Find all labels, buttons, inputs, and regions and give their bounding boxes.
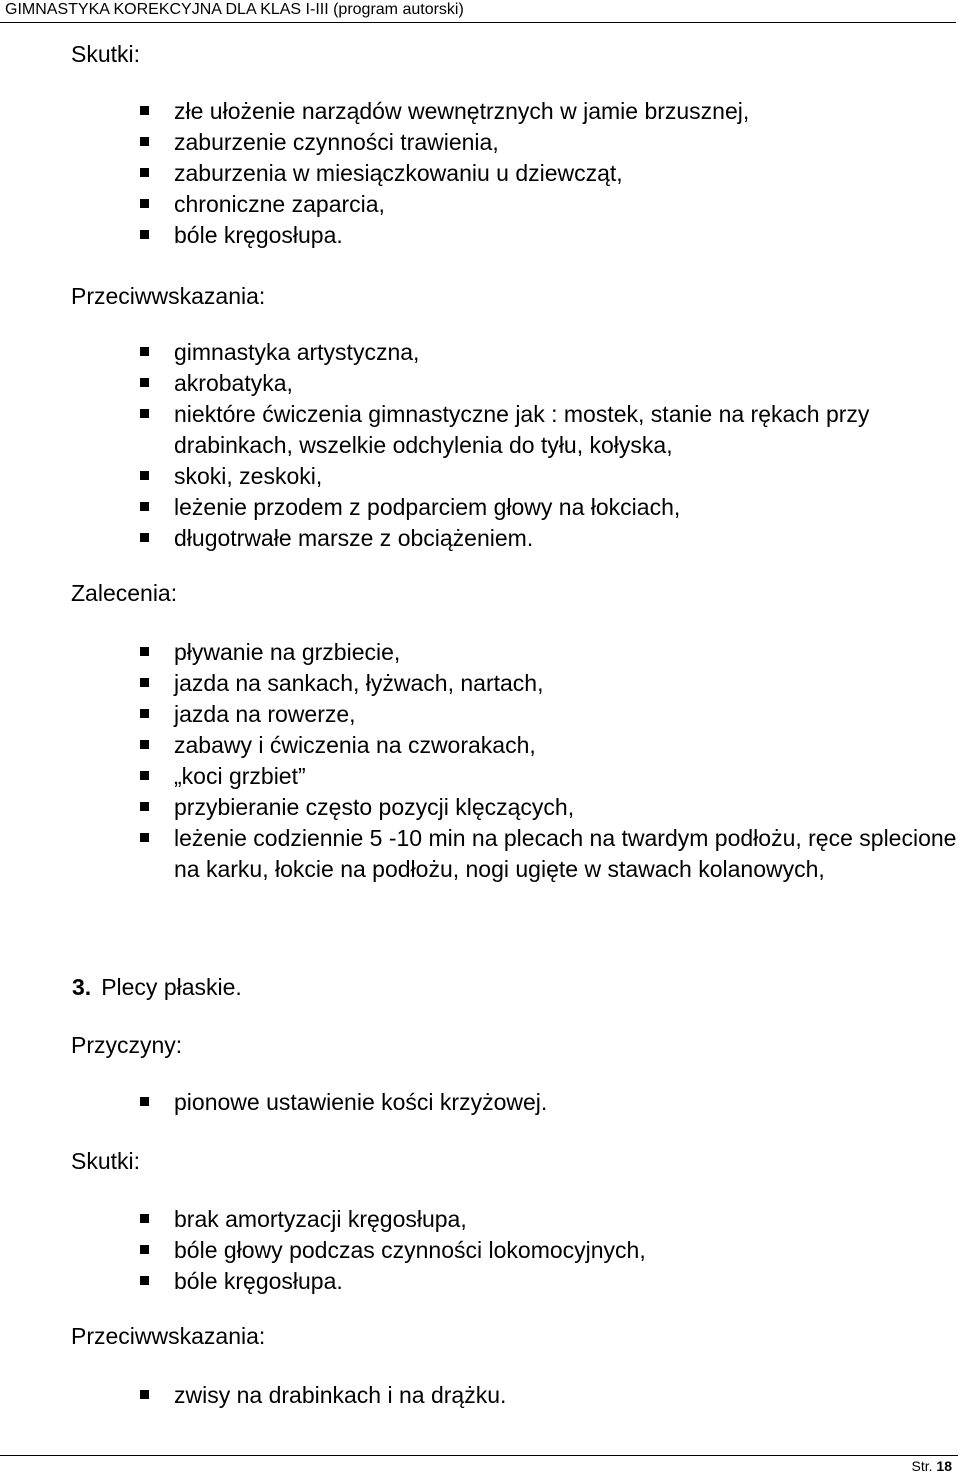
bullet-icon <box>140 1097 149 1106</box>
heading-skutki: Skutki: <box>71 1148 141 1174</box>
bullet-icon <box>140 647 149 656</box>
list-item: gimnastyka artystyczna, <box>140 337 960 368</box>
list-item: akrobatyka, <box>140 368 960 399</box>
list-item: bóle kręgosłupa. <box>140 220 960 251</box>
list-skutki <box>140 1204 960 1297</box>
bullet-icon <box>140 168 149 177</box>
bullet-icon <box>140 802 149 811</box>
list-item: jazda na rowerze, <box>140 699 960 730</box>
heading-przeciwwskazania: Przeciwwskazania: <box>71 1323 266 1349</box>
bullet-icon <box>140 740 149 749</box>
bullet-icon <box>140 1276 149 1285</box>
list-item: leżenie przodem z podparciem głowy na łokciach, <box>140 492 960 523</box>
bullet-icon <box>140 471 149 480</box>
list-item: jazda na sankach, łyżwach, nartach, <box>140 668 960 699</box>
list-item: brak amortyzacji kręgosłupa, <box>140 1204 960 1235</box>
header-title: GIMNASTYKA KOREKCYJNA DLA KLAS I-III (program autorski) <box>5 1 464 18</box>
list-item: przybieranie często pozycji klęczących, <box>140 792 960 823</box>
heading-przyczyny: Przyczyny: <box>71 1032 183 1058</box>
list-item: niektóre ćwiczenia gimnastyczne jak : mostek, stanie na rękach przy drabinkach, wszelkie odchylenia do tyłu, kołyska, <box>140 399 960 461</box>
bullet-icon <box>140 409 149 418</box>
list-item: leżenie codziennie 5 -10 min na plecach na twardym podłożu, ręce splecione na karku, łokcie na podłożu, nogi ugięte w stawach kolanowych, <box>140 823 960 885</box>
list-zalecenia <box>140 637 960 885</box>
list-przeciwwskazania <box>140 337 960 554</box>
list-item: skoki, zeskoki, <box>140 461 960 492</box>
list-item: złe ułożenie narządów wewnętrznych w jamie brzusznej, <box>140 96 960 127</box>
bullet-icon <box>140 106 149 115</box>
bullet-icon <box>140 199 149 208</box>
list-item: bóle kręgosłupa. <box>140 1266 960 1297</box>
heading-przeciwwskazania: Przeciwwskazania: <box>71 283 266 309</box>
bullet-icon <box>140 1390 149 1399</box>
page-header <box>0 0 956 23</box>
bullet-icon <box>140 533 149 542</box>
list-item: zaburzenie czynności trawienia, <box>140 127 960 158</box>
heading-zalecenia: Zalecenia: <box>71 580 178 606</box>
heading-skutki: Skutki: <box>71 41 141 67</box>
bullet-icon <box>140 1214 149 1223</box>
bullet-icon <box>140 833 149 842</box>
list-skutki <box>140 96 960 251</box>
bullet-icon <box>140 771 149 780</box>
bullet-icon <box>140 678 149 687</box>
bullet-icon <box>140 137 149 146</box>
list-przyczyny <box>140 1087 960 1118</box>
list-item: długotrwałe marsze z obciążeniem. <box>140 523 960 554</box>
list-item: zwisy na drabinkach i na drążku. <box>140 1380 960 1411</box>
list-item: zaburzenia w miesiączkowaniu u dziewcząt, <box>140 158 960 189</box>
list-item: chroniczne zaparcia, <box>140 189 960 220</box>
bullet-icon <box>140 709 149 718</box>
bullet-icon <box>140 502 149 511</box>
page-footer <box>0 1455 958 1474</box>
list-przeciwwskazania <box>140 1380 960 1411</box>
section-title: Plecy płaskie. <box>101 974 242 1000</box>
section-number: 3. <box>72 974 92 1000</box>
list-item: bóle głowy podczas czynności lokomocyjnych, <box>140 1235 960 1266</box>
list-item: pływanie na grzbiecie, <box>140 637 960 668</box>
bullet-icon <box>140 230 149 239</box>
list-item: „koci grzbiet” <box>140 761 960 792</box>
bullet-icon <box>140 378 149 387</box>
list-item: zabawy i ćwiczenia na czworakach, <box>140 730 960 761</box>
page-number: Str. 18 <box>911 1458 952 1474</box>
list-item: pionowe ustawienie kości krzyżowej. <box>140 1087 960 1118</box>
section-heading <box>72 973 242 1001</box>
bullet-icon <box>140 1245 149 1254</box>
bullet-icon <box>140 347 149 356</box>
